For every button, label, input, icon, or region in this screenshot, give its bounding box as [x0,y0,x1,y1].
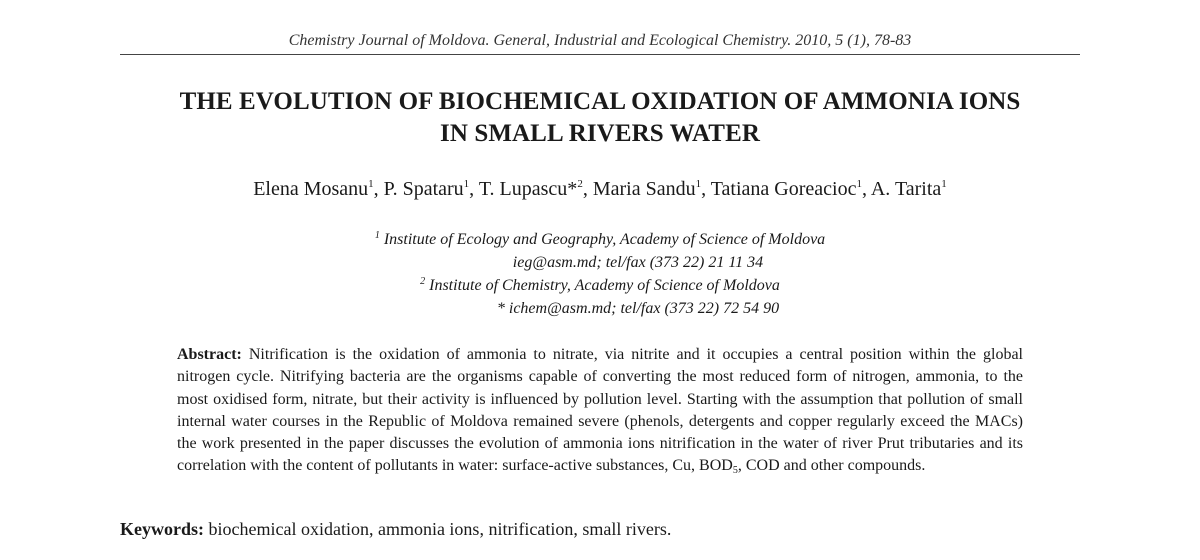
author-name: Tatiana Goreacioc [710,178,857,200]
keywords-label: Keywords: [120,519,204,539]
author-list: Elena Mosanu$^1$, P. Spataru$^1$, T. Lupascu*$^2$, Maria Sandu$^1$, Tatiana Goreacioc$^1$, A. Tarita$^1$ [253,178,947,200]
author-affil-sup: 1 [463,178,470,190]
keywords [120,519,1080,540]
author-name: T. Lupascu* [478,178,578,200]
title-line-2: IN SMALL RIVERS WATER [439,120,760,147]
bod-subscript: 5 [732,465,738,477]
affiliation-1-text: Institute of Ecology and Geography, Academy of Science of Moldova [379,231,826,248]
abstract [177,344,1023,478]
paper-title [0,86,1200,150]
journal-citation: Chemistry Journal of Moldova. General, Industrial and Ecological Chemistry. 2010, 5 (1), 78-83 [288,32,912,49]
author-name: Maria Sandu [592,178,696,200]
author-affil-sup: 2 [577,178,583,190]
affiliation-2-contact: * ichem@asm.md; tel/fax (373 22) 72 54 90 [496,300,780,317]
affiliation-2 [0,274,1200,297]
affiliations [0,228,1200,320]
author-name: A. Tarita [870,178,942,200]
author-affil-sup: 1 [368,178,374,190]
title-line-1: THE EVOLUTION OF BIOCHEMICAL OXIDATION OF AMMONIA IONS [179,88,1021,115]
author-name: P. Spataru [383,178,464,200]
affiliation-2-sup: 2 [420,276,426,287]
abstract-text: Nitrification is the oxidation of ammonia to nitrate, via nitrite and it occupies a central position within the global nitrogen cycle. Nitrifying bacteria are the organisms capable of converting the most reduced form of nitrogen, ammonia, to the most oxidised form, nitrate, but their activity is influenced by pollution level. Starting with the assumption that pollution of small internal water courses in the Republic of Moldova remained severe (phenols, detergents and copper regularly exceed the MACs) the work presented in the paper discusses the evolution of ammonia ions nitrification in the water of river Prut tributaries and its correlation with the content of pollutants in water: surface-active substances, Cu, BOD [177,346,1023,475]
header-divider [120,54,1080,55]
abstract-text-end: , COD and other compounds. [737,457,926,475]
author-affil-sup: 1 [856,178,862,190]
abstract-label: Abstract: [177,346,242,363]
affiliation-1-contact: ieg@asm.md; tel/fax (373 22) 21 11 34 [512,254,764,271]
author-name: Elena Mosanu [253,178,369,200]
author-affil-sup: 1 [941,178,947,190]
keywords-text: biochemical oxidation, ammonia ions, nitrification, small rivers. [204,519,672,539]
affiliation-1 [0,228,1200,251]
affiliation-1-sup: 1 [374,230,380,241]
author-affil-sup: 1 [695,178,702,190]
affiliation-2-text: Institute of Chemistry, Academy of Science of Moldova [425,277,780,294]
